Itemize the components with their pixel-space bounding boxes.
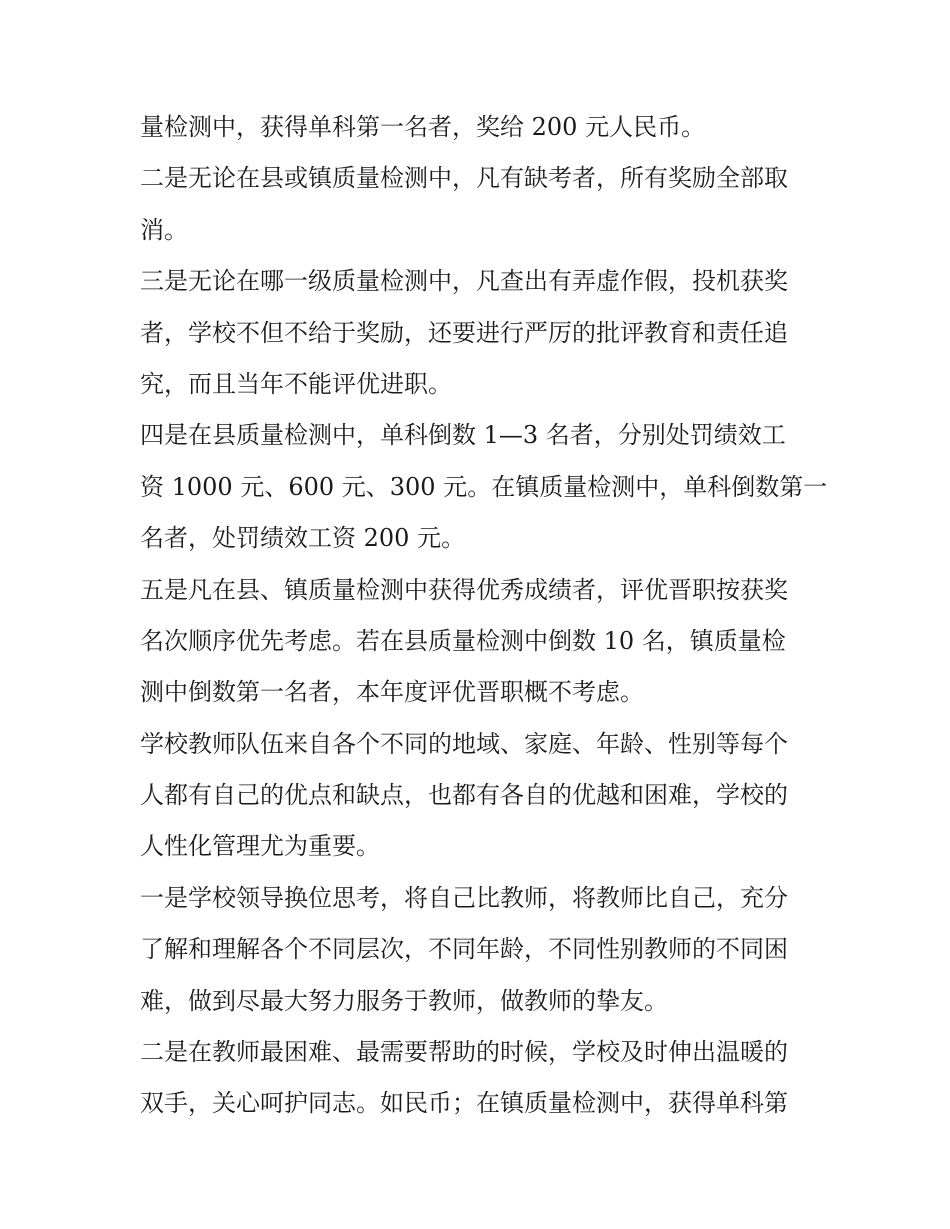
text-line: 了解和理解各个不同层次，不同年龄，不同性别教师的不同困 <box>140 935 788 964</box>
text-line: 三是无论在哪一级质量检测中，凡查出有弄虚作假，投机获奖 <box>140 267 788 296</box>
text-line: 资 1000 元、600 元、300 元。在镇质量检测中，单科倒数第一 <box>140 472 828 501</box>
text-line: 人性化管理尤为重要。 <box>140 832 380 861</box>
body-text <box>140 102 828 1130</box>
text-line: 难，做到尽最大努力服务于教师，做教师的挚友。 <box>140 986 668 1015</box>
text-line: 一是学校领导换位思考，将自己比教师，将教师比自己，充分 <box>140 883 788 912</box>
text-line: 人都有自己的优点和缺点，也都有各自的优越和困难，学校的 <box>140 781 788 810</box>
text-line: 双手，关心呵护同志。如民币；在镇质量检测中，获得单科第 <box>140 1089 788 1118</box>
text-line: 五是凡在县、镇质量检测中获得优秀成绩者，评优晋职按获奖 <box>140 575 788 604</box>
text-line: 二是在教师最困难、最需要帮助的时候，学校及时伸出温暖的 <box>140 1038 788 1067</box>
text-line: 量检测中，获得单科第一名者，奖给 200 元人民币。 <box>140 113 706 141</box>
text-line: 名者，处罚绩效工资 200 元。 <box>140 524 466 553</box>
text-line: 究，而且当年不能评优进职。 <box>140 369 452 398</box>
text-line: 消。 <box>140 215 188 244</box>
text-line: 学校教师队伍来自各个不同的地域、家庭、年龄、性别等每个 <box>140 729 788 758</box>
text-line: 四是在县质量检测中，单科倒数 1—3 名者，分别处罚绩效工 <box>140 421 786 450</box>
text-line: 者，学校不但不给于奖励，还要进行严厉的批评教育和责任追 <box>140 318 788 347</box>
text-line: 测中倒数第一名者，本年度评优晋职概不考虑。 <box>140 678 644 707</box>
text-line: 二是无论在县或镇质量检测中，凡有缺考者，所有奖励全部取 <box>140 164 788 193</box>
text-line: 名次顺序优先考虑。若在县质量检测中倒数 10 名，镇质量检 <box>140 626 786 655</box>
